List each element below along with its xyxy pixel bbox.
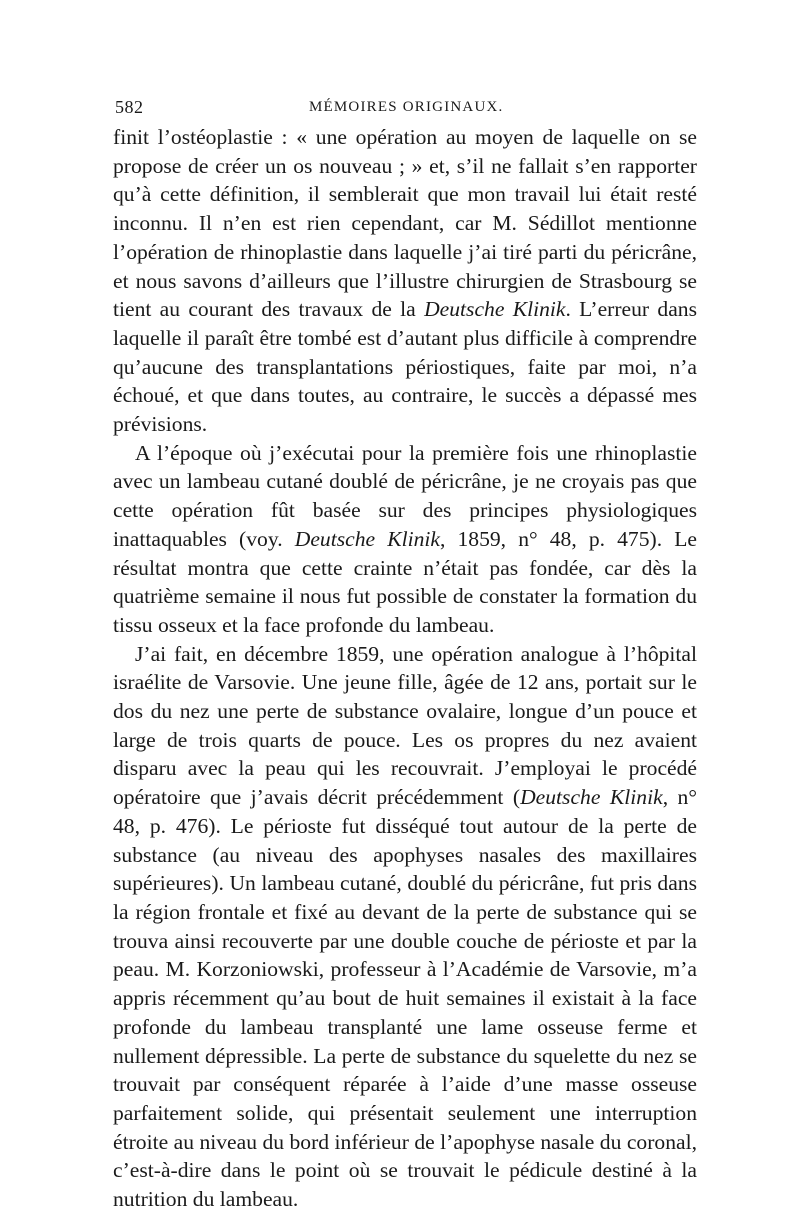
journal-title: Deutsche Klinik (424, 297, 566, 322)
page-number: 582 (115, 97, 144, 117)
text-segment: , 1859, n° 48, p. 475). Le résultat montra que cette crainte n’était pas fondée, car dès la quatrième semaine il nous fut possible de constater la formation du tissu osseux et la face profonde du lambeau. (113, 526, 698, 637)
text-segment: finit l’ostéoplastie : « une opération au moyen de laquelle on se propose de créer un os nouveau ; » et, s’il ne fallait s’en rapporter qu’à cette définition, il semblerait que mon travail lui était resté inconnu. Il n’en est rien cependant, car M. Sédillot mentionne l’opération de rhinoplastie dans laquelle j’ai tiré parti du péricrâne, et nous savons d’ailleurs que l’illustre chirurgien de Strasbourg se tient au courant des travaux de la (113, 125, 697, 322)
text-segment: A l’époque où j’exécutai pour la première fois une rhinoplastie avec un lambeau cutané doublé de péricrâne, je ne croyais pas que cette opération fût basée sur des principes physiologiques inattaquables (voy. (113, 440, 697, 551)
paragraph-3 (113, 640, 697, 1214)
text-segment: , n° 48, p. 476). Le périoste fut disséqué tout autour de la perte de substance (au niveau des apophyses nasales des maxillaires supérieures). Un lambeau cutané, doublé du péricrâne, fut pris dans la région frontale et fixé au devant de la perte de substance qui se trouva ainsi recouverte par une double couche de périoste et par la peau. M. Korzoniowski, professeur à l’Académie de Varsovie, m’a appris récemment qu’au bout de huit semaines il existait à la face profonde du lambeau transplanté une lame osseuse ferme et nullement dépressible. La perte de substance du squelette du nez se trouvait par conséquent réparée à l’aide d’une masse osseuse parfaitement solide, qui présentait seulement une interruption étroite au niveau du bord inférieur de l’apophyse nasale du coronal, c’est-à-dire dans le point où se trouvait le pédicule destiné à la nutrition du lambeau. (113, 785, 697, 1212)
book-page (113, 95, 697, 1214)
journal-title: Deutsche Klinik (294, 526, 440, 551)
text-segment: J’ai fait, en décembre 1859, une opération analogue à l’hôpital israélite de Varsovie. Une jeune fille, âgée de 12 ans, portait sur le dos du nez une perte de substance ovalaire, longue d’un pouce et large de trois quarts de pouce. Les os propres du nez avaient disparu avec la peau qui les recouvrait. J’employai le procédé opératoire que j’avais décrit précédemment ( (113, 641, 697, 810)
running-title: MÉMOIRES ORIGINAUX. (309, 99, 504, 115)
paragraph-1 (113, 123, 697, 439)
body-text (113, 123, 697, 1214)
running-head (113, 95, 697, 123)
journal-title: Deutsche Klinik (520, 785, 663, 810)
paragraph-2 (113, 439, 697, 640)
text-segment: . L’erreur dans laquelle il paraît être tombé est d’autant plus difficile à comprendre qu’aucune des transplantations périostiques, faite par moi, n’a échoué, et que dans toutes, au contraire, le succès a dépassé mes prévisions. (113, 297, 697, 437)
